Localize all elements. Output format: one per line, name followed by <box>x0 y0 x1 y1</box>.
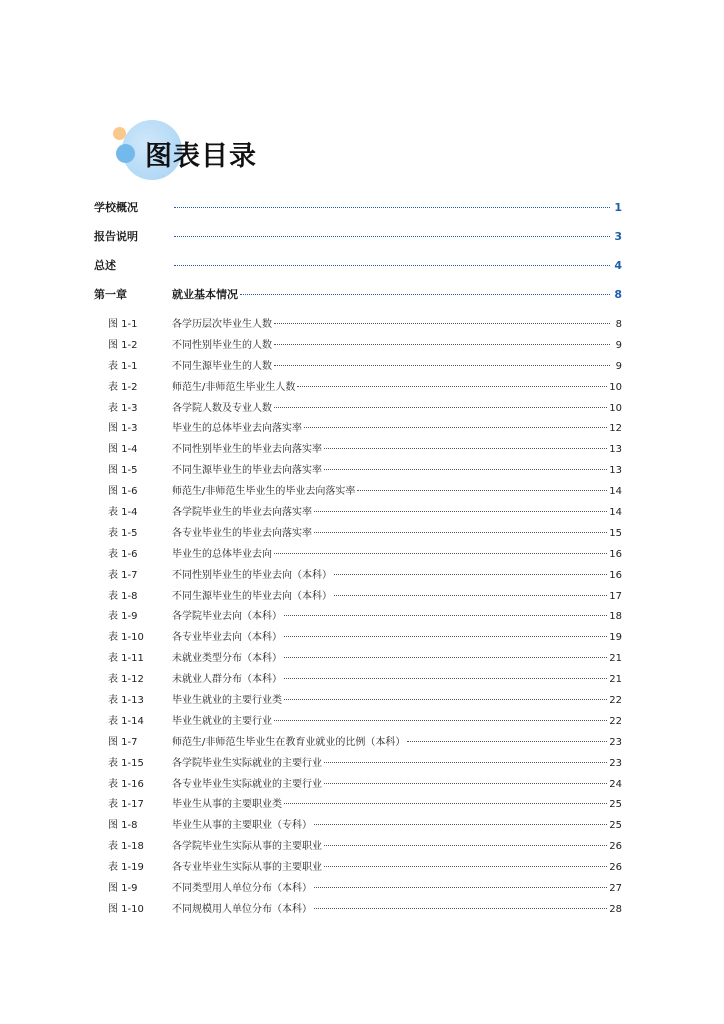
toc-page-number: 25 <box>609 799 622 811</box>
decor-circle-blue-icon <box>116 144 135 163</box>
toc-title: 不同类型用人单位分布（本科） <box>172 883 312 895</box>
toc-title: 毕业生的总体毕业去向落实率 <box>172 423 302 435</box>
toc-label: 表 1-18 <box>108 841 144 853</box>
toc-leader-dots <box>334 595 607 596</box>
toc-label: 表 1-7 <box>108 569 138 581</box>
toc-entry-row[interactable] <box>94 378 622 399</box>
toc-label: 图 1-7 <box>108 736 138 748</box>
toc-leader-dots <box>274 407 607 408</box>
toc-page-number: 23 <box>609 757 622 769</box>
toc-entry-row[interactable] <box>94 795 622 816</box>
toc-label: 图 1-8 <box>108 820 138 832</box>
toc-label: 总述 <box>94 259 116 272</box>
toc-label: 表 1-8 <box>108 590 138 602</box>
toc-title: 师范生/非师范生毕业生在教育业就业的比例（本科） <box>172 736 406 748</box>
decor-circle-orange-icon <box>113 127 126 140</box>
toc-leader-dots <box>284 678 607 679</box>
toc-leader-dots <box>314 887 607 888</box>
toc-leader-dots <box>324 762 607 763</box>
toc-page-number: 21 <box>609 674 622 686</box>
toc-title: 不同性别毕业生的人数 <box>172 339 272 351</box>
toc-title: 各专业毕业生实际从事的主要职业 <box>172 862 322 874</box>
toc-leader-dots <box>274 720 607 721</box>
toc-page-number: 12 <box>609 423 622 435</box>
toc-label: 表 1-3 <box>108 402 138 414</box>
toc-leader-dots <box>324 469 607 470</box>
toc-label: 图 1-9 <box>108 883 138 895</box>
toc-leader-dots <box>174 236 610 237</box>
toc-title: 各专业毕业去向（本科） <box>172 632 282 644</box>
toc-title: 各专业毕业生实际就业的主要行业 <box>172 778 322 790</box>
toc-page-number: 16 <box>609 548 622 560</box>
toc-label: 图 1-2 <box>108 339 138 351</box>
toc-title: 不同性别毕业生的毕业去向（本科） <box>172 569 332 581</box>
toc-label: 表 1-9 <box>108 611 138 623</box>
toc-label: 图 1-3 <box>108 423 138 435</box>
toc-entry-row[interactable] <box>94 858 622 879</box>
toc-page-number: 14 <box>609 486 622 498</box>
toc-entry-row[interactable] <box>94 649 622 670</box>
toc-label: 表 1-15 <box>108 757 144 769</box>
title-block <box>108 118 308 188</box>
toc-leader-dots <box>274 323 610 324</box>
toc-page-number: 22 <box>609 715 622 727</box>
toc-page-number: 17 <box>609 590 622 602</box>
toc-label: 表 1-14 <box>108 715 144 727</box>
toc-entry-row[interactable] <box>94 315 622 336</box>
toc-entry-row[interactable] <box>94 419 622 440</box>
toc-entry-row[interactable] <box>94 545 622 566</box>
toc-leader-dots <box>314 511 607 512</box>
toc-leader-dots <box>274 344 610 345</box>
toc-label: 表 1-2 <box>108 381 138 393</box>
toc-label: 表 1-1 <box>108 360 138 372</box>
toc-label: 学校概况 <box>94 201 138 214</box>
toc-leader-dots <box>297 386 607 387</box>
toc-title: 不同生源毕业生的毕业去向（本科） <box>172 590 332 602</box>
toc-page-number: 9 <box>615 360 622 372</box>
toc-entries <box>94 315 622 921</box>
toc-title: 各专业毕业生的毕业去向落实率 <box>172 527 312 539</box>
toc-section-row[interactable] <box>94 199 622 228</box>
toc-leader-dots <box>334 574 607 575</box>
toc-entry-row[interactable] <box>94 754 622 775</box>
toc-entry-row[interactable] <box>94 628 622 649</box>
toc-label: 表 1-19 <box>108 862 144 874</box>
toc-entry-row[interactable] <box>94 733 622 754</box>
toc-leader-dots <box>314 532 607 533</box>
toc-title: 不同生源毕业生的人数 <box>172 360 272 372</box>
toc-entry-row[interactable] <box>94 900 622 921</box>
toc-entry-row[interactable] <box>94 670 622 691</box>
toc-leader-dots <box>304 427 607 428</box>
toc-page-number: 1 <box>614 201 622 214</box>
toc-label: 图 1-1 <box>108 319 138 330</box>
toc-label: 表 1-4 <box>108 507 138 519</box>
toc-label: 报告说明 <box>94 230 138 243</box>
toc-entry-row[interactable] <box>94 837 622 858</box>
toc-leader-dots <box>324 448 607 449</box>
table-of-contents <box>94 199 622 921</box>
toc-title: 不同性别毕业生的毕业去向落实率 <box>172 444 322 456</box>
toc-label: 表 1-6 <box>108 548 138 560</box>
toc-title: 各学院毕业去向（本科） <box>172 611 282 623</box>
toc-leader-dots <box>314 908 607 909</box>
toc-page-number: 22 <box>609 695 622 707</box>
toc-title: 不同规模用人单位分布（本科） <box>172 903 312 915</box>
toc-entry-row[interactable] <box>94 691 622 712</box>
toc-title: 各学历层次毕业生人数 <box>172 319 272 330</box>
toc-title: 各学院人数及专业人数 <box>172 402 272 414</box>
toc-page-number: 25 <box>609 820 622 832</box>
toc-entry-row[interactable] <box>94 712 622 733</box>
toc-section-row[interactable] <box>94 228 622 257</box>
toc-page-number: 13 <box>609 444 622 456</box>
toc-leader-dots <box>284 699 607 700</box>
toc-page-number: 24 <box>609 778 622 790</box>
toc-label: 表 1-12 <box>108 674 144 686</box>
toc-leader-dots <box>174 207 610 208</box>
toc-entry-row[interactable] <box>94 607 622 628</box>
toc-title: 毕业生就业的主要行业 <box>172 715 272 727</box>
toc-page-number: 23 <box>609 736 622 748</box>
toc-page-number: 26 <box>609 841 622 853</box>
toc-entry-row[interactable] <box>94 336 622 357</box>
toc-page-number: 10 <box>609 402 622 414</box>
toc-title: 师范生/非师范生毕业生人数 <box>172 381 296 393</box>
toc-leader-dots <box>357 490 607 491</box>
toc-label: 表 1-10 <box>108 632 144 644</box>
toc-label: 图 1-10 <box>108 903 144 915</box>
toc-label: 表 1-16 <box>108 778 144 790</box>
toc-entry-row[interactable] <box>94 879 622 900</box>
toc-page-number: 18 <box>609 611 622 623</box>
toc-page-number: 27 <box>609 883 622 895</box>
toc-page-number: 28 <box>609 903 622 915</box>
toc-entry-row[interactable] <box>94 440 622 461</box>
toc-leader-dots <box>284 657 607 658</box>
toc-entry-row[interactable] <box>94 775 622 796</box>
toc-leader-dots <box>284 636 607 637</box>
toc-page-number: 3 <box>614 230 622 243</box>
toc-title: 毕业生从事的主要职业（专科） <box>172 820 312 832</box>
toc-section-row[interactable] <box>94 286 622 315</box>
toc-page-number: 10 <box>609 381 622 393</box>
toc-page-number: 15 <box>609 527 622 539</box>
toc-leader-dots <box>324 866 607 867</box>
page-title: 图表目录 <box>145 141 257 172</box>
toc-label: 表 1-13 <box>108 695 144 707</box>
toc-title: 各学院毕业生实际就业的主要行业 <box>172 757 322 769</box>
toc-title: 师范生/非师范生毕业生的毕业去向落实率 <box>172 486 356 498</box>
toc-page-number: 26 <box>609 862 622 874</box>
toc-leader-dots <box>274 365 610 366</box>
toc-leader-dots <box>284 615 607 616</box>
toc-entry-row[interactable] <box>94 461 622 482</box>
toc-page-number: 21 <box>609 653 622 665</box>
toc-label: 图 1-4 <box>108 444 138 456</box>
toc-leader-dots <box>284 803 607 804</box>
toc-page-number: 8 <box>614 288 622 301</box>
toc-label: 表 1-11 <box>108 653 144 665</box>
toc-leader-dots <box>324 845 607 846</box>
toc-entry-row[interactable] <box>94 399 622 420</box>
toc-page-number: 19 <box>609 632 622 644</box>
toc-title: 未就业类型分布（本科） <box>172 653 282 665</box>
toc-title: 各学院毕业生的毕业去向落实率 <box>172 507 312 519</box>
toc-leader-dots <box>240 294 610 295</box>
toc-label: 第一章 <box>94 288 127 301</box>
toc-section-row[interactable] <box>94 257 622 286</box>
toc-title: 毕业生就业的主要行业类 <box>172 695 282 707</box>
toc-page-number: 13 <box>609 465 622 477</box>
toc-title: 毕业生的总体毕业去向 <box>172 548 272 560</box>
toc-leader-dots <box>274 553 607 554</box>
toc-entry-row[interactable] <box>94 524 622 545</box>
toc-label: 表 1-17 <box>108 799 144 811</box>
toc-sections <box>94 199 622 315</box>
toc-title: 就业基本情况 <box>172 288 238 301</box>
toc-title: 不同生源毕业生的毕业去向落实率 <box>172 465 322 477</box>
toc-page-number: 4 <box>614 259 622 272</box>
toc-page-number: 14 <box>609 507 622 519</box>
toc-title: 毕业生从事的主要职业类 <box>172 799 282 811</box>
toc-entry-row[interactable] <box>94 482 622 503</box>
toc-label: 图 1-6 <box>108 486 138 498</box>
toc-page-number: 8 <box>615 319 622 330</box>
toc-entry-row[interactable] <box>94 566 622 587</box>
toc-leader-dots <box>324 783 607 784</box>
toc-entry-row[interactable] <box>94 816 622 837</box>
toc-page-number: 16 <box>609 569 622 581</box>
toc-title: 各学院毕业生实际从事的主要职业 <box>172 841 322 853</box>
toc-page-number: 9 <box>615 339 622 351</box>
toc-leader-dots <box>314 824 607 825</box>
toc-entry-row[interactable] <box>94 503 622 524</box>
toc-label: 图 1-5 <box>108 465 138 477</box>
toc-leader-dots <box>407 741 607 742</box>
toc-entry-row[interactable] <box>94 357 622 378</box>
toc-leader-dots <box>174 265 610 266</box>
toc-label: 表 1-5 <box>108 527 138 539</box>
toc-entry-row[interactable] <box>94 587 622 608</box>
toc-title: 未就业人群分布（本科） <box>172 674 282 686</box>
